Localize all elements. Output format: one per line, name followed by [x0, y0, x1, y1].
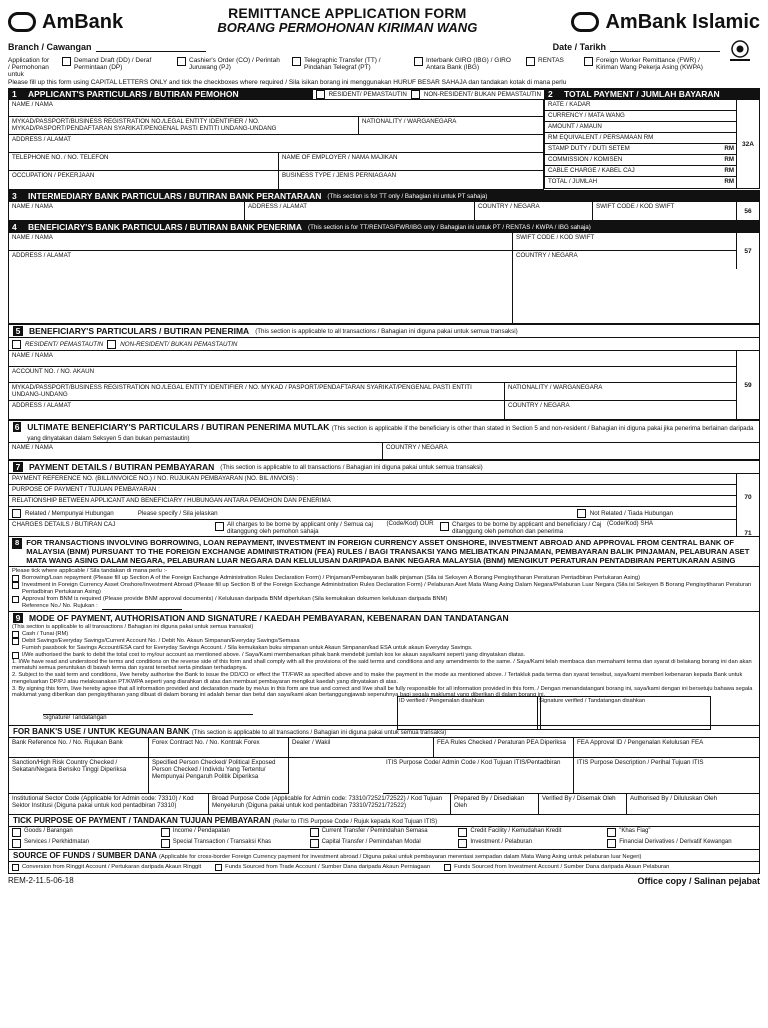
reference-label: Reference No./ No. Rujukan :: [22, 603, 98, 610]
purpose-current-transfer-checkbox[interactable]: [310, 828, 319, 837]
section-6-grid: [8, 442, 760, 460]
purpose-services-label: Services / Perkhidmatan: [24, 839, 90, 846]
related-checkbox[interactable]: [12, 509, 21, 518]
purpose-special-label: Special Transaction / Transaksi Khas: [172, 839, 272, 846]
applicant-employer-field[interactable]: NAME OF EMPLOYER / NAMA MAJIKAN: [279, 153, 543, 171]
borrowing-label: Borrowing/Loan repayment (Please fill up Section A of the Foreign Exchange Administration Rules Declaration Form) / Pinjaman/Pembayaran balik pinjaman (Sila isi Seksyen A Borang Pengisytiharan Peraturan Pentadbiran Pertukaran Asing): [22, 575, 641, 582]
form-code: REM-2-11.5-06-18: [8, 876, 74, 886]
sha-code-label: (Code/Kod) SHA: [606, 520, 654, 527]
beneficiary-nonresident-checkbox[interactable]: [107, 340, 116, 349]
source-investment: [444, 864, 669, 871]
investment-checkbox[interactable]: [12, 582, 19, 589]
beneficiary-resident-label: RESIDENT/ PEMASTAUTIN: [25, 340, 104, 348]
section-6-title: ULTIMATE BENEFICIARY'S PARTICULARS / BUTIRAN PENERIMA MUTLAK: [27, 422, 330, 432]
sections-1-2: [8, 88, 760, 190]
purpose-khas-flag: [607, 828, 756, 837]
beneficiary-account-field[interactable]: ACCOUNT NO. / NO. AKAUN: [9, 367, 736, 383]
branch-date-row: [8, 42, 760, 52]
charges-sha-label: Charges to be borne by applicant and beneficiary / Caj ditanggung oleh pemohon dan penerima: [452, 521, 602, 535]
dd-option: Demand Draft (DD) / Deraf Permintaan (DP): [74, 57, 152, 71]
term-3: 3. By signing this form, I/we hereby agree that all information provided and declaration made by me/us in this form are true and correct and I/we shall be fully responsible for all information provided in this form. / Dengan menandatangani borang ini, saya/kami dengan ini bersetuju bahawa segala maklumat yang diberikan dan pengisytiharan yang dibuat di dalam borang ini adalah benar dan betul dan saya/kami akan bertanggungjawab sepenuhnya bagi segala maklumat yang diberikan di dalam borang ini.: [12, 685, 753, 699]
applicant-resident-label: RESIDENT/ PEMASTAUTIN: [328, 90, 407, 98]
source-investment-checkbox[interactable]: [444, 864, 451, 871]
purpose-credit-facility-label: Credit Facility / Kemudahan Kredit: [470, 828, 562, 835]
section-6-header: [8, 420, 760, 442]
purpose-khas-flag-checkbox[interactable]: [607, 828, 616, 837]
currency-field[interactable]: CURRENCY / MATA WANG: [545, 111, 737, 122]
beneficiary-bank-address-field[interactable]: ADDRESS / ALAMAT: [9, 251, 513, 323]
cash-checkbox[interactable]: [12, 631, 19, 638]
code-59: 59: [736, 351, 759, 419]
source-trade: [215, 864, 430, 871]
cable-charge-label: CABLE CHARGE / KABEL CAJ: [548, 167, 635, 174]
signature-line[interactable]: Signature/ Tandatangan: [43, 714, 253, 722]
sanction-check-field[interactable]: Sanction/High Risk Country Checked / Sekatan/Negara Berisiko Tinggi Diperiksa: [9, 758, 149, 794]
section-2: [544, 88, 760, 190]
co-checkbox[interactable]: [177, 57, 186, 66]
purpose-capital: [310, 839, 459, 848]
section-1-number: 1: [12, 89, 17, 99]
term-2: 2. Subject to the said term and conditions, I/we hereby authorise the Bank to issue the DD/CO or effect the TT/FWR as specified above and to make the payment in the mode as mentioned above. / Tertakluk pada terma dan syarat tersebut, saya/kami memberi kebenaran kepada Bank untuk mengeluarkan DP/PJ atau melaksanakan PT/KWPA seperti yang diarahkan di atas dan membuat pembayaran mengikut kaedah yang dinyatakan di atas.: [12, 672, 743, 685]
purpose-derivatives-label: Financial Derivatives / Derivatif Kewangan: [619, 839, 732, 846]
term-1: 1. I/We have read and understood the terms and conditions on the reverse side of this form and shall comply with all the provisions of the said terms and conditions and any amendments to the same. / Saya/Kami telah membaca dan memahami terma dan syarat di belakang borang ini dan akan mematuhi semua peruntukan di bawah terma dan syarat tersebut serta pindaan terhadapnya.: [12, 658, 752, 672]
bank-left-name: AmBank: [42, 10, 124, 33]
fwr-option: Foreign Worker Remittance (FWR) / Kiriman Wang Pekerja Asing (KWPA): [596, 57, 703, 71]
section-1-header: [8, 88, 544, 100]
purpose-current-transfer: [310, 828, 459, 837]
applicant-tel-row: [9, 153, 543, 171]
section-3-grid: [8, 202, 760, 221]
beneficiary-nonresident-label: NON-RESIDENT/ BUKAN PEMASTAUTIN: [120, 340, 238, 348]
source-ringgit: [12, 864, 201, 871]
purpose-income: [161, 828, 310, 837]
date-field[interactable]: [610, 42, 720, 52]
title-bm: BORANG PERMOHONAN KIRIMAN WANG: [217, 19, 478, 35]
section-8-instruction: Please tick where applicable / Sila tandakan di mana perlu :-: [12, 568, 167, 575]
section-1-grid: [8, 100, 544, 190]
intermediary-name-field[interactable]: NAME / NAMA: [9, 202, 245, 220]
bank-use-title: FOR BANK'S USE / UNTUK KEGUNAAN BANK: [13, 727, 190, 737]
bnm-approval-label: Approval from BNM is required (Please provide BNM approval documents) / Kelulusan daripada BNM diperlukan (Sila kemukakan dokumen kelulusan daripada BNM): [22, 596, 448, 603]
borrowing-checkbox[interactable]: [12, 575, 19, 582]
section-4-fields: [9, 233, 737, 323]
code-70: 70: [744, 494, 752, 501]
applicant-nationality-field[interactable]: NATIONALITY / WARGANEGARA: [359, 117, 543, 135]
beneficiary-country-field[interactable]: COUNTRY / NEGARA: [508, 402, 570, 409]
section-7-grid: [8, 473, 760, 537]
purpose-credit-facility-checkbox[interactable]: [458, 828, 467, 837]
ultimate-beneficiary-name-field[interactable]: NAME / NAMA: [9, 443, 383, 459]
specify-label: Please specify / Sila jelaskan: [137, 509, 218, 517]
rate-field[interactable]: RATE / KADAR: [545, 100, 737, 111]
purpose-special: [161, 839, 310, 848]
applicant-occupation-field[interactable]: OCCUPATION / PEKERJAAN: [9, 171, 279, 189]
payment-details-fields: [9, 474, 737, 536]
purpose-goods: [12, 828, 161, 837]
applicant-address-field[interactable]: ADDRESS / ALAMAT: [9, 135, 543, 153]
section-7-note: (This section is applicable to all transactions / Bahagian ini diguna pakai untuk semua transaksi): [220, 463, 483, 471]
broad-purpose-field[interactable]: Broad Purpose Code (Applicable for Admin code: 73310/72521/72522) / Kod Tujuan Menyeluruh (Diguna pakai untuk kod pentadbiran 73310/72521/72522): [209, 794, 451, 814]
cable-charge-rm: RM: [724, 167, 734, 174]
source-ringgit-checkbox[interactable]: [12, 864, 19, 871]
section-3-note: (This section is for TT only / Bahagian ini untuk PT sahaja): [327, 192, 488, 200]
not-related-label: Not Related / Tiada Hubungan: [589, 509, 673, 517]
branch-label: Branch / Cawangan: [8, 42, 92, 52]
reference-field[interactable]: [102, 603, 182, 610]
reference-row: [22, 603, 756, 610]
application-for-row: [8, 57, 760, 78]
investment-item: [12, 582, 756, 596]
beneficiary-residency-row: [9, 338, 759, 351]
commission-field[interactable]: [545, 155, 737, 166]
not-related-checkbox[interactable]: [577, 509, 586, 518]
fwr-checkbox[interactable]: [584, 57, 593, 66]
rentas-option: RENTAS: [538, 57, 564, 64]
section-7-title: PAYMENT DETAILS / BUTIRAN PEMBAYARAN: [29, 462, 215, 472]
source-trade-checkbox[interactable]: [215, 864, 222, 871]
source-trade-label: Funds Sourced from Trade Account / Sumber Dana daripada Akaun Perniagaan: [225, 864, 431, 871]
applicant-occ-row: [9, 171, 543, 189]
beneficiary-resident-checkbox[interactable]: [12, 340, 21, 349]
related-label: Related / Mempunyai Hubungan: [25, 509, 114, 517]
perbadanan-crest-icon: [726, 40, 754, 62]
amount-field[interactable]: AMOUNT / AMAUN: [545, 122, 737, 133]
purpose-investment-label: Investment / Pelaburan: [470, 839, 533, 846]
purpose-derivatives-checkbox[interactable]: [607, 839, 616, 848]
applicant-name-field[interactable]: NAME / NAMA: [9, 100, 543, 117]
itis-purpose-code-field[interactable]: ITIS Purpose Code/ Admin Code / Kod Tujuan ITIS/Pentadbiran: [383, 758, 574, 794]
section-3-number: 3: [12, 191, 17, 201]
beneficiary-fields: [9, 351, 736, 419]
section-2-number: 2: [548, 89, 553, 99]
source-ringgit-label: Conversion from Ringgit Account / Pertukaran daripada Akaun Ringgit: [22, 864, 202, 871]
instruction-note: Please fill up this form using CAPITAL LETTERS ONLY and tick the checkboxes where required / Sila isikan borang ini menggunakan HURUF BESAR SAHAJA dan tandakan kotak di mana perlu: [8, 79, 567, 86]
bank-row-1: [9, 738, 759, 758]
purpose-khas-flag-label: "Khas Flag": [619, 828, 651, 835]
section-5-grid: [8, 337, 760, 420]
fea-approval-field[interactable]: FEA Approval ID / Pengenalan Kelulusan FEA: [574, 738, 759, 758]
relationship-row: [9, 507, 736, 520]
intermediary-address-field[interactable]: ADDRESS / ALAMAT: [245, 202, 475, 220]
payment-reference-field[interactable]: PAYMENT REFERENCE NO. (BILL/INVOICE NO.) / NO. RUJUKAN PEMBAYARAN (NO. BIL /INVOIS) :: [9, 474, 736, 485]
purpose-capital-checkbox[interactable]: [310, 839, 319, 848]
beneficiary-id-row: [9, 383, 736, 401]
fea-rules-field[interactable]: FEA Rules Checked / Peraturan PEA Diperiksa: [434, 738, 574, 758]
charges-row: [9, 520, 736, 536]
section-8-header: [8, 537, 760, 567]
passbook-note: Furnish passbook for Savings Account/ESA card for Everyday Savings Account. / Sila kemukakan buku simpanan untuk Akaun Simpanan/kad ESA untuk akaun Everyday Savings.: [22, 644, 473, 651]
co-option: Cashier's Order (CO) / Perintah Juruwang (PJ): [189, 57, 280, 71]
section-9-header: [8, 612, 760, 624]
total-field[interactable]: [545, 177, 737, 188]
tick-purpose-header: [8, 815, 760, 827]
form-title: [217, 6, 477, 34]
commission-label: COMMISSION / KOMISEN: [548, 156, 623, 163]
section-2-grid: [544, 100, 760, 189]
signature-verified-box[interactable]: Signature verified / Tandatangan disahkan: [537, 696, 711, 730]
purpose-goods-label: Goods / Barangan: [24, 828, 73, 835]
cable-charge-field[interactable]: [545, 166, 737, 177]
applicant-id-field[interactable]: MYKAD/PASSPORT/BUSINESS REGISTRATION NO./LEGAL ENTITY IDENTIFIER / NO. MYKAD/PASPORT/PENDAFTARAN SYARIKAT/PENGENAL PASTI ENTITI UNDANG-UNDANG: [9, 117, 359, 135]
purpose-capital-label: Capital Transfer / Pemindahan Modal: [321, 839, 421, 846]
footer: [8, 876, 760, 886]
purpose-special-checkbox[interactable]: [161, 839, 170, 848]
beneficiary-nationality-field[interactable]: NATIONALITY / WARGANEGARA: [505, 383, 736, 401]
stamp-duty-field[interactable]: [545, 144, 737, 155]
section-8-title: FOR TRANSACTIONS INVOLVING BORROWING, LOAN REPAYMENT, INVESTMENT IN FOREIGN CURRENCY ASSET ONSHORE, INVESTMENT ABROAD AND APPROVAL FROM CENTRAL BANK OF MALAYSIA (BNM) PURSUANT TO THE FOREIGN EXCHANGE ADMINISTRATION (FEA) RULES / BAGI TRANSAKSI YANG MELIBATKAN PINJAMAN, PEMBAYARAN BALIK PINJAMAN, PELABURAN ASET MATA WANG ASING DALAM NEGARA, PELABURAN LUAR NEGARA DAN KELULUSAN DARIPADA BANK NEGARA MALAYSIA (BNM) MENGIKUT PERATURAN PENTADBIRAN PERTUKARAN ASING: [26, 538, 750, 566]
remittance-form: [8, 4, 760, 1028]
bank-use-grid: [8, 738, 760, 815]
section-9-body: [8, 624, 760, 726]
section-9-number: 9: [13, 613, 23, 623]
relationship-label: RELATIONSHIP BETWEEN APPLICANT AND BENEFICIARY / HUBUNGAN ANTARA PEMOHON DAN PENERIMA: [9, 496, 736, 507]
section-1-title: APPLICANT'S PARTICULARS / BUTIRAN PEMOHON: [28, 89, 239, 99]
bank-row-3: [9, 794, 759, 814]
authorise-row: [12, 652, 756, 659]
forex-contract-field[interactable]: Forex Contract No. / No. Kontrak Forex: [149, 738, 289, 758]
section-4-grid: [8, 233, 760, 324]
beneficiary-address-row: [9, 401, 736, 419]
ibg-checkbox[interactable]: [414, 57, 423, 66]
purpose-income-label: Income / Pendapatan: [172, 828, 230, 835]
section-6-number: 6: [14, 422, 20, 432]
cash-row: [12, 631, 756, 638]
tt-checkbox[interactable]: [292, 57, 301, 66]
applicant-id-row: [9, 117, 543, 135]
section-4-header: [8, 221, 760, 233]
rentas-checkbox[interactable]: [526, 57, 535, 66]
section-7-header: [8, 460, 760, 473]
applicant-telephone-field[interactable]: TELEPHONE NO. / NO. TELEFON: [9, 153, 279, 171]
cash-label: Cash / Tunai (RM): [22, 630, 69, 637]
applicant-resident-checkbox[interactable]: [316, 90, 325, 99]
bank-reference-field[interactable]: Bank Reference No. / No. Rujukan Bank: [9, 738, 149, 758]
ibg-option: Interbank GIRO (IBG) / GIRO Antara Bank (IBG): [426, 57, 511, 71]
intermediary-swift-field[interactable]: SWIFT CODE / KOD SWIFT: [593, 202, 737, 220]
beneficiary-id-field[interactable]: MYKAD/PASSPORT/BUSINESS REGISTRATION NO./LEGAL ENTITY IDENTIFIER / NO. MYKAD / PASPORT/PENDAFTARAN SYARIKAT/PENGENAL PASTI ENTITI UNDANG-UNDANG: [9, 383, 505, 401]
bnm-approval-item: [12, 596, 756, 603]
intermediary-country-field[interactable]: COUNTRY / NEGARA: [475, 202, 593, 220]
header-bar: [8, 4, 760, 40]
section-3-title: INTERMEDIARY BANK PARTICULARS / BUTIRAN BANK PERANTARAAN: [28, 191, 322, 201]
beneficiary-address-field[interactable]: ADDRESS / ALAMAT: [9, 401, 505, 419]
section-4-title: BENEFICIARY'S BANK PARTICULARS / BUTIRAN BANK PENERIMA: [28, 222, 303, 232]
tick-purpose-title: TICK PURPOSE OF PAYMENT / TANDAKAN TUJUAN PEMBAYARAN: [13, 816, 271, 826]
purpose-income-checkbox[interactable]: [161, 828, 170, 837]
title-en: REMITTANCE APPLICATION FORM: [228, 4, 467, 21]
authorise-checkbox[interactable]: [12, 652, 19, 659]
verified-by-field[interactable]: Verified By / Disemak Oleh: [539, 794, 627, 814]
charges-label: CHARGES DETAILS / BUTIRAN CAJ: [12, 521, 116, 528]
investment-label: Investment in Foreign Currency Asset Onshore/Investment Abroad (Please fill up Section B of the Foreign Exchange Administration Rules Declaration Form) / Pelaburan Aset Mata Wang Asing Dalam Negara/Pelaburan Luar Negara (Sila isi Seksyen B Borang Pengisytiharan Peraturan Pentadbiran Pertukaran Asing): [22, 582, 752, 596]
bank-row-2: [9, 758, 759, 794]
beneficiary-bank-country-field[interactable]: COUNTRY / NEGARA: [513, 251, 737, 269]
authorise-label: I/We authorised the bank to debit the total cost to my/our account as mentioned above. / Saya/Kami membenarkan pihak bank mendebit jumlah kos ke akaun saya/kami seperti yang dinyatakan diatas.: [22, 651, 526, 658]
beneficiary-name-field[interactable]: NAME / NAMA: [9, 351, 736, 367]
purpose-current-transfer-label: Current Transfer / Pemindahan Semasa: [321, 828, 428, 835]
debit-checkbox[interactable]: [12, 638, 19, 645]
purpose-services-checkbox[interactable]: [12, 839, 21, 848]
applicant-nonresident-checkbox[interactable]: [411, 90, 420, 99]
dd-checkbox[interactable]: [62, 57, 71, 66]
charges-sha-checkbox[interactable]: [440, 522, 449, 531]
date-label: Date / Tarikh: [552, 42, 606, 52]
section-3-header: [8, 190, 760, 202]
pep-check-field[interactable]: Specified Person Checked/ Political Exposed Person Checked / Individu Yang Tertentu/ Mempunyai Pengaruh Politik Diperiksa: [149, 758, 289, 794]
tick-purpose-grid: [8, 827, 760, 850]
beneficiary-fields-block: [9, 351, 759, 419]
purpose-derivatives: [607, 839, 756, 848]
id-verified-box[interactable]: ID verified / Pengenalan disahkan: [397, 696, 541, 730]
section-4-number: 4: [12, 222, 17, 232]
beneficiary-bank-swift-field[interactable]: SWIFT CODE / KOD SWIFT: [513, 233, 737, 251]
beneficiary-bank-name-row: [9, 233, 737, 251]
dealer-field[interactable]: Dealer / Wakil: [289, 738, 434, 758]
code-32a: 32A: [736, 100, 759, 188]
ambank-islamic-mark-icon: [571, 12, 599, 32]
section-9-note: (This section is applicable to all transactions / Bahagian ini diguna pakai untuk semua transaksi): [12, 624, 254, 631]
application-for-label: Application for / Permohonan untuk: [8, 57, 50, 78]
sector-code-field[interactable]: Institutional Sector Code (Applicable for Admin code: 73310) / Kod Sektor Institusi (Diguna pakai untuk kod pentadbiran 73310): [9, 794, 209, 814]
code-57: 57: [744, 247, 752, 255]
applicant-business-field[interactable]: BUSINESS TYPE / JENIS PERNIAGAAN: [282, 172, 397, 179]
total-rm: RM: [724, 178, 734, 185]
source-funds-row: [8, 862, 760, 874]
section-8-body: [8, 567, 760, 612]
borrowing-item: [12, 575, 756, 582]
purpose-credit-facility: [458, 828, 607, 837]
charges-our-checkbox[interactable]: [215, 522, 224, 531]
stamp-duty-rm: RM: [724, 145, 734, 152]
purpose-investment: [458, 839, 607, 848]
tt-option: Telegraphic Transfer (TT) / Pindahan Telegraf (PT): [304, 57, 381, 71]
source-funds-note: (Applicable for cross-border Foreign Currency payment for investment abroad / Diguna pakai untuk pembayaran merentasi sempadan dalam Mata Wang Asing untuk pelaburan luar Negeri): [158, 854, 642, 861]
debit-label: Debit Savings/Everyday Savings/Current Account No. / Debit No. Akaun Simpanan/Everyday Savings/Semasa: [22, 637, 300, 644]
stamp-duty-label: STAMP DUTY / DUTI SETEM: [548, 145, 630, 152]
ambank-logo: [8, 11, 123, 34]
section-5-note: (This section is applicable to all transactions / Bahagian ini diguna pakai untuk semua transaksi): [255, 327, 518, 335]
debit-row: [12, 638, 756, 645]
source-funds-header: [8, 850, 760, 862]
tick-purpose-note: (Refer to ITIS Purpose Code / Rujuk kepada Kod Tujuan ITIS): [272, 819, 438, 826]
total-label: TOTAL / JUMLAH: [548, 178, 598, 185]
office-copy-label: Office copy / Salinan pejabat: [637, 876, 760, 887]
section-5-header: [8, 324, 760, 337]
beneficiary-bank-name-field[interactable]: NAME / NAMA: [9, 233, 513, 251]
purpose-services: [12, 839, 161, 848]
source-funds-title: SOURCE OF FUNDS / SUMBER DANA: [13, 851, 157, 861]
section-4-note: (This section is for TT/RENTAS/FWR/IBG only / Bahagian ini untuk PT / RENTAS / KWPA / IBG sahaja): [308, 223, 591, 231]
authorised-by-field[interactable]: Authorised By / Diluluskan Oleh: [630, 795, 718, 803]
section-6-note: (This section is applicable if the beneficiary is other than stated in Section 5 and non-resident / Bahagian ini diguna pakai jika penerima berlainan daripada yang dinyatakan dalam Seksyen 5 dan bukan pemastautin): [27, 425, 754, 442]
bank-use-note: (This section is applicable to all transactions / Bahagian ini diguna pakai untuk semua transaksi): [191, 730, 447, 737]
ultimate-beneficiary-country-field[interactable]: COUNTRY / NEGARA: [386, 444, 448, 451]
branch-field[interactable]: [96, 42, 206, 52]
bnm-approval-checkbox[interactable]: [12, 596, 19, 603]
section-2-header: [544, 88, 760, 100]
section-7-number: 7: [13, 462, 23, 472]
section-5-number: 5: [13, 326, 23, 336]
bank-right-name: AmBank Islamic: [605, 10, 760, 33]
source-investment-label: Funds Sourced from Investment Account / Sumber Dana daripada Akaun Pelaburan: [454, 864, 670, 871]
purpose-investment-checkbox[interactable]: [458, 839, 467, 848]
our-code-label: (Code/Kod) OUR: [386, 520, 434, 527]
section-1: [8, 88, 544, 190]
payment-purpose-field[interactable]: PURPOSE OF PAYMENT / TUJUAN PEMBAYARAN :: [9, 485, 736, 496]
code-56: 56: [744, 207, 752, 215]
rm-equivalent-field[interactable]: RM EQUIVALENT / PERSAMAAN RM: [545, 133, 737, 144]
beneficiary-bank-address-row: [9, 251, 737, 323]
applicant-nonresident-label: NON-RESIDENT/ BUKAN PEMASTAUTIN: [423, 90, 541, 98]
itis-description-field[interactable]: ITIS Purpose Description / Perihal Tujuan ITIS: [574, 758, 759, 794]
section-9-title: MODE OF PAYMENT, AUTHORISATION AND SIGNATURE / KAEDAH PEMBAYARAN, KEBENARAN DAN TANDATANGAN: [29, 613, 509, 624]
code-71: 71: [744, 530, 752, 537]
ambank-mark-icon: [8, 12, 36, 32]
prepared-by-field[interactable]: Prepared By / Disediakan Oleh: [451, 794, 539, 814]
section-8-number: 8: [12, 538, 22, 549]
purpose-goods-checkbox[interactable]: [12, 828, 21, 837]
charges-our-label: All charges to be borne by applicant only / Semua caj ditanggung oleh pemohon sahaja: [227, 521, 373, 535]
ambank-islamic-logo: [571, 11, 760, 34]
commission-rm: RM: [724, 156, 734, 163]
section-2-title: TOTAL PAYMENT / JUMLAH BAYARAN: [564, 89, 720, 99]
section-5-title: BENEFICIARY'S PARTICULARS / BUTIRAN PENERIMA: [29, 326, 250, 336]
